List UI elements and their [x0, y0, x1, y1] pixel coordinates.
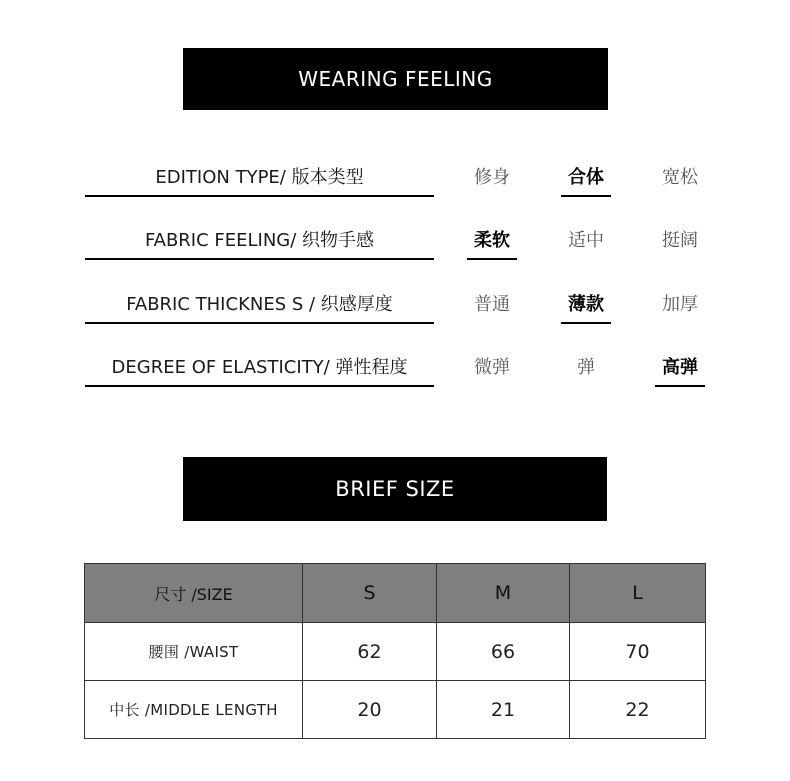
size-row-label: 中长 /MIDDLE LENGTH — [85, 681, 303, 739]
size-cell: 66 — [437, 623, 570, 681]
size-header-cell: 尺寸 /SIZE — [85, 564, 303, 623]
size-header-cell: M — [437, 564, 570, 623]
feeling-row-fabric-feeling — [0, 220, 790, 270]
feeling-option-selected: 薄款 — [561, 284, 611, 324]
feeling-label: DEGREE OF ELASTICITY/ 弹性程度 — [85, 347, 434, 387]
feeling-option: 微弹 — [474, 357, 510, 378]
feeling-option-selected: 高弹 — [655, 347, 705, 387]
brief-size-title: BRIEF SIZE — [335, 477, 455, 501]
size-header-cell: S — [303, 564, 437, 623]
feeling-row-fabric-thickness — [0, 284, 790, 334]
feeling-option-selected: 柔软 — [467, 220, 517, 260]
size-cell: 20 — [303, 681, 437, 739]
size-header-cell: L — [570, 564, 706, 623]
wearing-feeling-banner — [183, 48, 608, 110]
feeling-row-elasticity — [0, 347, 790, 397]
feeling-option: 挺阔 — [662, 230, 698, 251]
feeling-option: 适中 — [568, 230, 604, 251]
feeling-label: EDITION TYPE/ 版本类型 — [85, 157, 434, 197]
feeling-row-edition-type — [0, 157, 790, 207]
wearing-feeling-title: WEARING FEELING — [298, 67, 493, 91]
table-row — [85, 623, 706, 681]
table-row — [85, 681, 706, 739]
size-table — [84, 563, 706, 739]
feeling-option: 弹 — [577, 357, 595, 378]
size-cell: 70 — [570, 623, 706, 681]
size-cell: 21 — [437, 681, 570, 739]
feeling-label: FABRIC THICKNES S / 织感厚度 — [85, 284, 434, 324]
feeling-option: 加厚 — [662, 294, 698, 315]
feeling-label: FABRIC FEELING/ 织物手感 — [85, 220, 434, 260]
feeling-option: 普通 — [474, 294, 510, 315]
feeling-option: 宽松 — [662, 167, 698, 188]
brief-size-banner — [183, 457, 607, 521]
size-cell: 22 — [570, 681, 706, 739]
feeling-option: 修身 — [474, 167, 510, 188]
size-table-header-row — [85, 564, 706, 623]
size-row-label: 腰围 /WAIST — [85, 623, 303, 681]
size-cell: 62 — [303, 623, 437, 681]
feeling-option-selected: 合体 — [561, 157, 611, 197]
